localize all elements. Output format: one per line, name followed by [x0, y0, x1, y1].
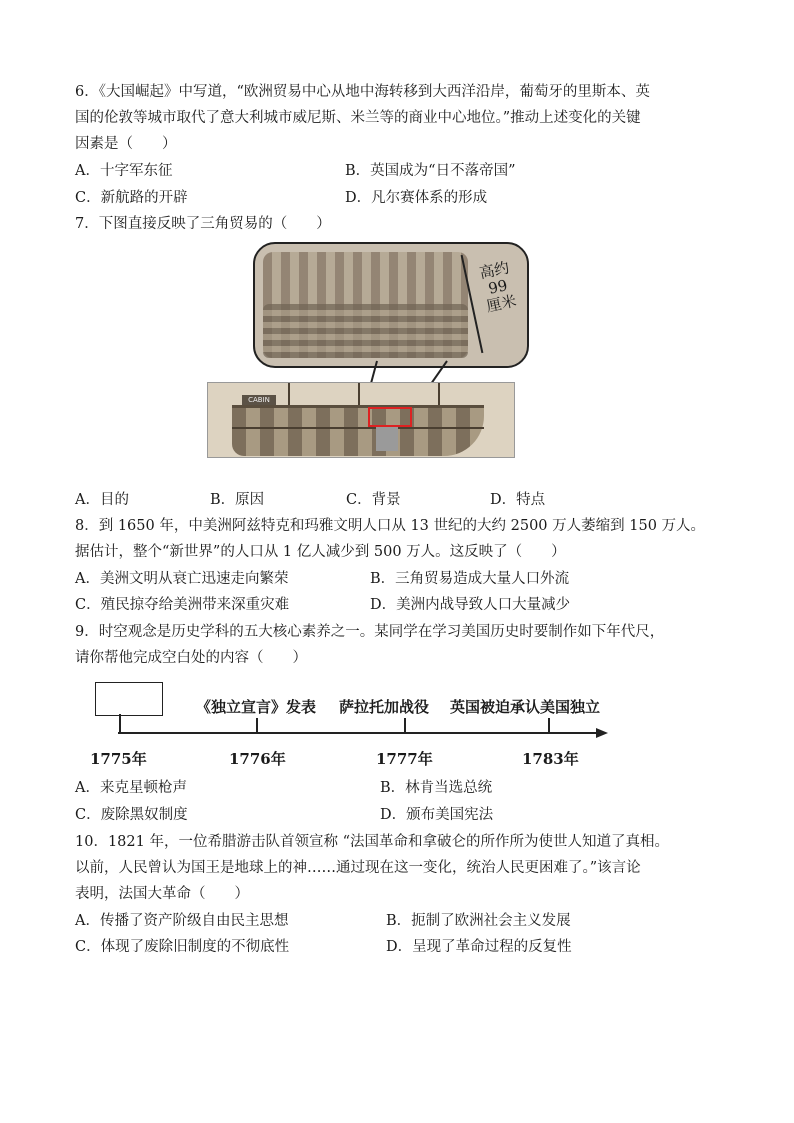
ship-hull	[232, 405, 484, 456]
ship-deck-line	[232, 427, 484, 429]
q6-stem-line3: 因素是（ ）	[75, 136, 177, 152]
timeline	[88, 682, 628, 772]
q10-stem-line3: 表明，法国大革命（ ）	[75, 886, 249, 902]
q9-stem-line1: 9．时空观念是历史学科的五大核心素养之一。某同学在学习美国历史时要制作如下年代尺，	[75, 624, 665, 640]
timeline-tick	[548, 718, 550, 733]
q6-option-a[interactable]: A．十字军东征	[75, 163, 173, 179]
q10-option-b[interactable]: B．扼制了欧洲社会主义发展	[386, 913, 571, 929]
height-label: 高约99厘米	[477, 258, 518, 316]
timeline-year: 1783年	[522, 750, 579, 768]
q7-stem-line1: 7．下图直接反映了三角贸易的（ ）	[75, 216, 331, 232]
q9-option-c[interactable]: C．废除黑奴制度	[75, 807, 188, 823]
timeline-tick	[256, 718, 258, 733]
timeline-year: 1777年	[376, 750, 433, 768]
timeline-event-1783: 英国被迫承认美国独立	[450, 698, 601, 716]
timeline-tick	[119, 714, 121, 733]
q7-option-b[interactable]: B．原因	[210, 492, 265, 508]
ship-cross-section-image	[207, 382, 515, 458]
cabin-label: CABIN	[242, 395, 276, 406]
q10-option-c[interactable]: C．体现了废除旧制度的不彻底性	[75, 939, 290, 955]
q9-option-a[interactable]: A．来克星顿枪声	[75, 780, 187, 796]
q10-stem-line1: 10．1821 年，一位希腊游击队首领宣称 “法国革命和拿破仑的所作所为使世人知道了真相。	[75, 834, 669, 850]
q10-option-d[interactable]: D．呈现了革命过程的反复性	[386, 939, 572, 955]
ship-mast	[438, 383, 440, 407]
timeline-axis	[118, 732, 598, 734]
q9-option-d[interactable]: D．颁布美国宪法	[380, 807, 494, 823]
q8-stem-line2: 据估计，整个“新世界”的人口从 1 亿人减少到 500 万人。这反映了（ ）	[75, 544, 566, 560]
q7-option-c[interactable]: C．背景	[346, 492, 401, 508]
timeline-blank-box	[95, 682, 163, 716]
q6-stem-line2: 国的伦敦等城市取代了意大利城市威尼斯、米兰等的商业中心地位。”推动上述变化的关键	[75, 110, 641, 126]
timeline-tick	[404, 718, 406, 733]
slave-relief-shading	[263, 304, 468, 358]
redaction-box	[376, 427, 398, 451]
callout-bubble	[253, 242, 529, 368]
ship-mast	[288, 383, 290, 407]
q8-option-c[interactable]: C．殖民掠夺给美洲带来深重灾难	[75, 597, 290, 613]
q10-option-a[interactable]: A．传播了资产阶级自由民主思想	[75, 913, 289, 929]
q9-stem-line2: 请你帮他完成空白处的内容（ ）	[75, 650, 307, 666]
timeline-event-1777: 萨拉托加战役	[339, 698, 430, 716]
q10-stem-line2: 以前，人民曾认为国王是地球上的神……通过现在这一变化，统治人民更困难了。”该言论	[75, 860, 641, 876]
timeline-year: 1776年	[229, 750, 286, 768]
ship-mast	[358, 383, 360, 407]
q6-stem-line1: 6．《大国崛起》中写道，“欧洲贸易中心从地中海转移到大西洋沿岸，葡萄牙的里斯本、英	[75, 84, 650, 100]
timeline-arrow-icon	[596, 728, 608, 738]
q9-option-b[interactable]: B．林肯当选总统	[380, 780, 493, 796]
q6-option-b[interactable]: B．英国成为“日不落帝国”	[345, 163, 516, 179]
q8-option-d[interactable]: D．美洲内战导致人口大量减少	[370, 597, 571, 613]
slave-ship-figure	[207, 242, 527, 484]
highlight-box	[368, 407, 412, 427]
q7-option-d[interactable]: D．特点	[490, 492, 546, 508]
q8-option-a[interactable]: A．美洲文明从衰亡迅速走向繁荣	[75, 571, 289, 587]
timeline-event-1776: 《独立宣言》发表	[196, 698, 317, 716]
q8-stem-line1: 8．到 1650 年，中美洲阿兹特克和玛雅文明人口从 13 世纪的大约 2500 万人萎缩到 150 万人。	[75, 518, 706, 534]
q8-option-b[interactable]: B．三角贸易造成大量人口外流	[370, 571, 570, 587]
q7-option-a[interactable]: A．目的	[75, 492, 129, 508]
q6-option-d[interactable]: D．凡尔赛体系的形成	[345, 190, 488, 206]
q6-option-c[interactable]: C．新航路的开辟	[75, 190, 188, 206]
timeline-year: 1775年	[90, 750, 147, 768]
